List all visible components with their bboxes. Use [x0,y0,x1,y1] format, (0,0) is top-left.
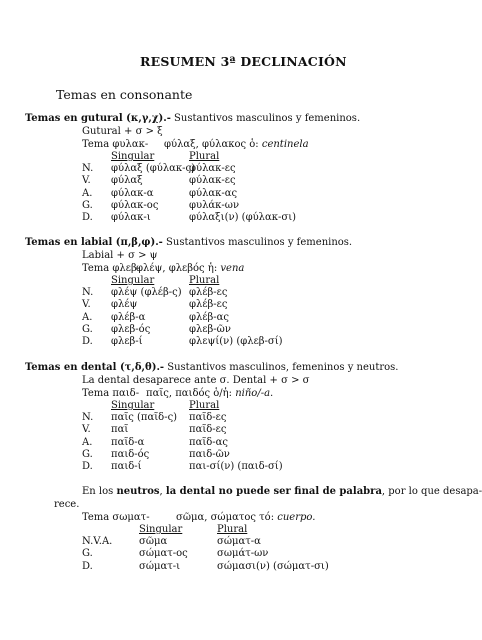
gutural-row-plural: φύλαξι(ν) (φύλακ-σι) [189,212,297,224]
gutural-row-plural: φύλακ-ας [189,187,238,199]
gutural-tema-meaning: centinela [261,139,309,150]
neutros-tema-meaning: cuerpo. [277,512,316,523]
neutros-col-singular: Singular [139,524,183,535]
dental-row-plural: παιδ-ῶν [189,448,230,460]
gutural-rule: Gutural + σ > ξ [82,126,163,137]
gutural-tema-example [164,139,309,151]
labial-row-case: V. [82,299,91,311]
neutros-para-bold2: la dental no puede ser final de palabra [165,486,382,497]
gutural-row-case: V. [82,175,91,187]
dental-row-plural: παι-σί(ν) (παιδ-σί) [189,461,283,473]
dental-heading-line [25,362,398,374]
gutural-row-case: G. [82,199,93,211]
labial-heading-line [25,237,352,249]
neutros-row-case: G. [82,548,93,560]
labial-row-singular: φλεβ-ός [111,323,151,335]
neutros-col-plural: Plural [217,524,248,535]
neutros-row-plural: σώματ-α [217,536,261,547]
labial-tema-word: φλέψ, φλεβός ἡ: [136,263,218,274]
neutros-paragraph-line2: rece. [54,499,80,510]
dental-row-plural: παῖδ-ας [189,436,228,448]
gutural-row-case: A. [82,187,93,199]
gutural-heading-line [25,113,360,125]
neutros-para-bold1: neutros [116,486,160,497]
dental-row-plural: παῖδ-ες [189,424,227,436]
neutros-para-mid: , [159,486,166,497]
labial-row-plural: φλεψί(ν) (φλεβ-σί) [189,336,283,348]
labial-row-singular: φλέψ [111,299,138,311]
dental-tema-prefix: Tema παιδ- [82,388,140,399]
labial-row-plural: φλεβ-ῶν [189,323,231,335]
dental-heading: Temas en dental (τ,δ,θ).- [25,362,165,373]
gutural-row-singular: φύλαξ (φύλακ-ς) [111,163,196,174]
neutros-para-start: En los [82,486,117,497]
dental-col-plural: Plural [189,400,220,411]
neutros-para-end: , por lo que desapa- [381,486,482,497]
labial-row-singular: φλέβ-α [111,311,146,323]
labial-row-case: A. [82,311,93,323]
gutural-row-plural: φυλάκ-ων [189,199,240,211]
labial-row-plural: φλέβ-ας [189,311,230,323]
dental-row-case: V. [82,424,91,436]
labial-row-singular: φλεβ-ί [111,336,143,348]
gutural-heading: Temas en gutural (κ,γ,χ).- [25,113,171,124]
neutros-paragraph-line1 [82,486,482,498]
gutural-row-case: N. [82,163,94,174]
dental-rule: La dental desaparece ante σ. Dental + σ > σ [82,375,310,386]
labial-description: Sustantivos masculinos y femeninos. [162,237,353,248]
labial-row-singular: φλέψ (φλέβ-ς) [111,287,182,298]
labial-rule: Labial + σ > ψ [82,250,158,261]
gutural-tema-prefix: Tema φυλακ- [82,139,149,150]
gutural-col-singular: Singular [111,151,155,162]
dental-row-case: D. [82,461,93,473]
dental-tema-word: παῖς, παιδός ὁ/ἡ: [146,388,233,399]
gutural-description: Sustantivos masculinos y femeninos. [170,113,361,124]
document-title: RESUMEN 3ª DECLINACIÓN [140,54,347,69]
neutros-row-singular: σώματ-ι [139,560,181,572]
dental-row-singular: παιδ-ί [111,461,142,473]
dental-row-singular: παῖ [111,424,129,436]
gutural-row-plural: φύλακ-ες [189,175,236,187]
dental-tema-example [146,388,273,400]
labial-col-plural: Plural [189,275,220,286]
neutros-row-singular: σῶμα [139,536,168,547]
gutural-row-singular: φύλαξ [111,175,143,187]
dental-row-case: G. [82,448,93,460]
labial-row-case: G. [82,323,93,335]
labial-row-case: D. [82,336,93,348]
dental-row-plural: παῖδ-ες [189,412,227,423]
gutural-col-plural: Plural [189,151,220,162]
labial-tema-example [136,263,244,275]
gutural-row-plural: φύλακ-ες [189,163,236,174]
neutros-row-plural: σωμάτ-ων [217,548,269,560]
labial-col-singular: Singular [111,275,155,286]
dental-row-singular: παῖς (παῖδ-ς) [111,412,178,423]
labial-tema-meaning: vena [220,263,245,274]
neutros-tema-word: σῶμα, σώματος τό: [176,512,275,523]
labial-heading: Temas en labial (π,β,φ).- [25,237,163,248]
labial-tema-prefix: Tema φλεβ- [82,263,141,274]
gutural-row-singular: φύλακ-ος [111,199,159,211]
dental-row-singular: παιδ-ός [111,448,150,460]
labial-row-case: N. [82,287,94,298]
dental-description: Sustantivos masculinos, femeninos y neutros. [164,362,399,373]
dental-tema-meaning: niño/-a. [235,388,274,399]
neutros-row-plural: σώμασι(ν) (σώματ-σι) [217,560,329,572]
neutros-row-singular: σώματ-ος [139,548,188,560]
gutural-tema-word: φύλαξ, φύλακος ὁ: [164,139,259,150]
neutros-row-case: N.V.A. [82,536,113,547]
dental-row-case: A. [82,436,93,448]
gutural-row-singular: φύλακ-α [111,187,154,199]
neutros-tema-example [176,512,315,524]
gutural-row-case: D. [82,212,93,224]
labial-row-plural: φλέβ-ες [189,299,228,311]
gutural-row-singular: φύλακ-ι [111,212,151,224]
dental-row-singular: παῖδ-α [111,436,145,448]
neutros-tema-prefix: Tema σωματ- [82,512,150,523]
dental-row-case: N. [82,412,94,423]
dental-col-singular: Singular [111,400,155,411]
section-title: Temas en consonante [56,87,193,102]
neutros-row-case: D. [82,560,93,572]
labial-row-plural: φλέβ-ες [189,287,228,298]
